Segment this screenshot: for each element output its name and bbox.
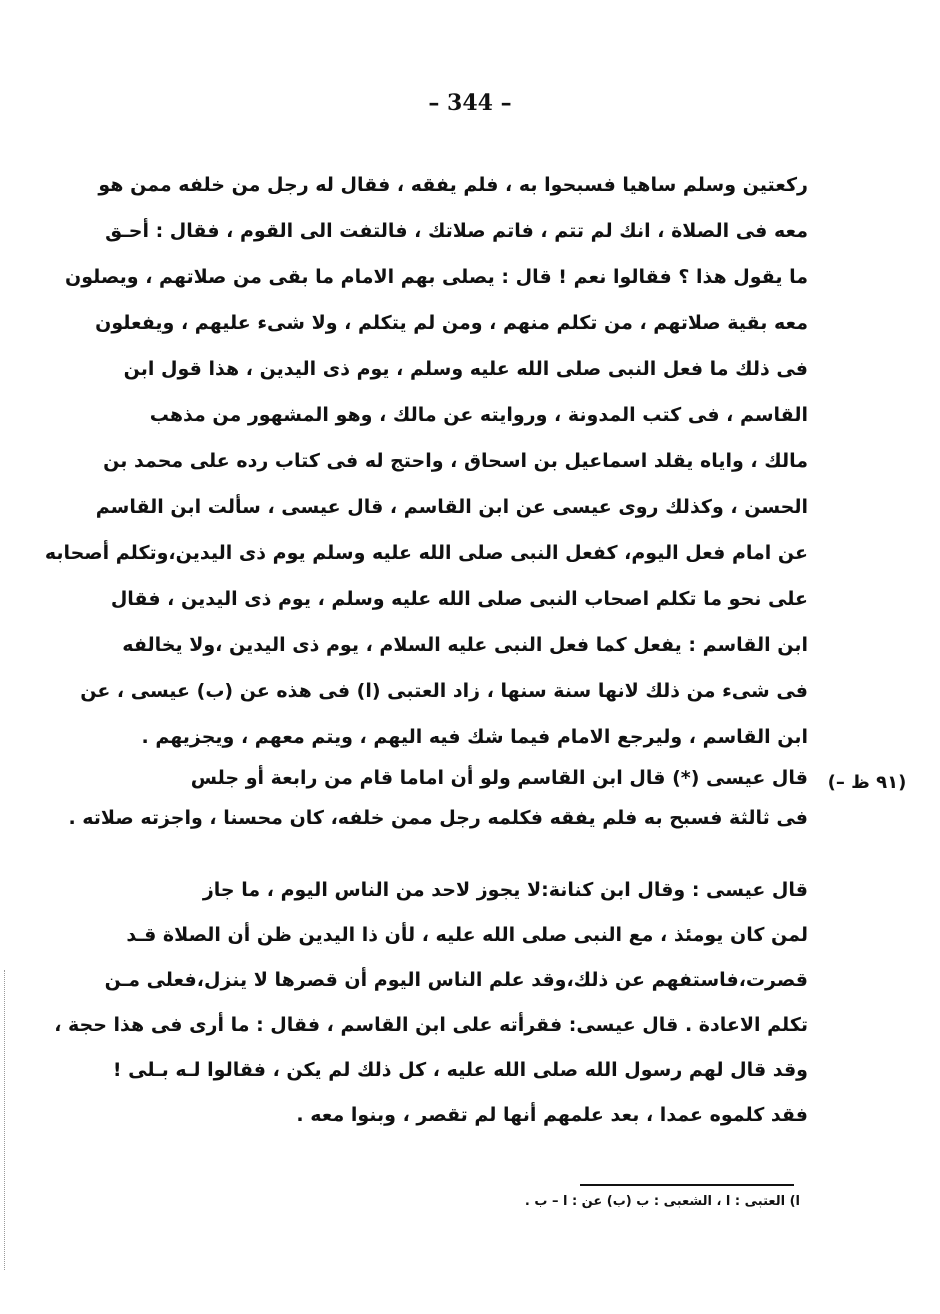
text-line: وقد قال لهم رسول الله صلى الله عليه ، كل ذلك لم يكن ، فقالوا لـه بـلى ! [112, 1059, 808, 1081]
text-line: مالك ، واياه يقلد اسماعيل بن اسحاق ، واحتج له فى كتاب رده على محمد بن [103, 450, 808, 472]
scan-edge-marks [4, 970, 6, 1270]
text-line: القاسم ، فى كتب المدونة ، وروايته عن مالك ، وهو المشهور من مذهب [149, 404, 808, 426]
page-number: – 344 – [428, 90, 512, 116]
text-line: لمن كان يومئذ ، مع النبى صلى الله عليه ، لأن ذا اليدين ظن أن الصلاة قـد [126, 924, 808, 946]
footnote: ا) العتبى : ا ، الشعبى : ب (ب) عن : ا – ب . [524, 1194, 800, 1209]
text-line: معه بقية صلاتهم ، من تكلم منهم ، ومن لم يتكلم ، ولا شىء عليهم ، ويفعلون [95, 312, 808, 334]
text-line: الحسن ، وكذلك روى عيسى عن ابن القاسم ، قال عيسى ، سألت ابن القاسم [95, 496, 808, 518]
footnote-divider [580, 1184, 794, 1186]
text-line: عن امام فعل اليوم، كفعل النبى صلى الله عليه وسلم يوم ذى اليدين،وتكلم أصحابه [44, 542, 808, 564]
text-line: ما يقول هذا ؟ فقالوا نعم ! قال : يصلى بهم الامام ما بقى من صلاتهم ، ويصلون [65, 266, 808, 288]
text-line: ركعتين وسلم ساهيا فسبحوا به ، فلم يفقه ، فقال له رجل من خلفه ممن هو [98, 174, 808, 196]
text-line: قال عيسى : وقال ابن كنانة:لا يجوز لاحد من الناس اليوم ، ما جاز [202, 879, 808, 901]
text-line: ابن القاسم ، وليرجع الامام فيما شك فيه اليهم ، ويتم معهم ، ويجزيهم . [141, 726, 808, 748]
text-line: فى ثالثة فسبح به فلم يفقه فكلمه رجل ممن خلفه، كان محسنا ، واجزته صلاته . [68, 807, 808, 829]
paragraph-2 [68, 758, 808, 838]
text-line: فى ذلك ما فعل النبى صلى الله عليه وسلم ، يوم ذى اليدين ، هذا قول ابن [123, 358, 808, 380]
paragraph-1 [44, 162, 808, 760]
text-line: فقد كلموه عمدا ، بعد علمهم أنها لم تقصر ، وبنوا معه . [296, 1104, 808, 1126]
text-line: على نحو ما تكلم اصحاب النبى صلى الله عليه وسلم ، يوم ذى اليدين ، فقال [110, 588, 808, 610]
text-line: معه فى الصلاة ، انك لم تتم ، فاتم صلاتك ، فالتفت الى القوم ، فقال : أحـق [105, 220, 808, 242]
paragraph-3 [54, 868, 808, 1138]
text-line: فى شىء من ذلك لانها سنة سنها ، زاد العتبى (ا) فى هذه عن (ب) عيسى ، عن [80, 680, 808, 702]
margin-folio-note: (٩١ ظ –) [827, 772, 907, 793]
text-line: قال عيسى (*) قال ابن القاسم ولو أن اماما قام من رابعة أو جلس [190, 767, 808, 789]
text-line: تكلم الاعادة . قال عيسى: فقرأته على ابن القاسم ، فقال : ما أرى فى هذا حجة ، [54, 1014, 808, 1036]
text-line: قصرت،فاستفهم عن ذلك،وقد علم الناس اليوم أن قصرها لا ينزل،فعلى مـن [104, 969, 808, 991]
text-line: ابن القاسم : يفعل كما فعل النبى عليه السلام ، يوم ذى اليدين ،ولا يخالفه [122, 634, 808, 656]
